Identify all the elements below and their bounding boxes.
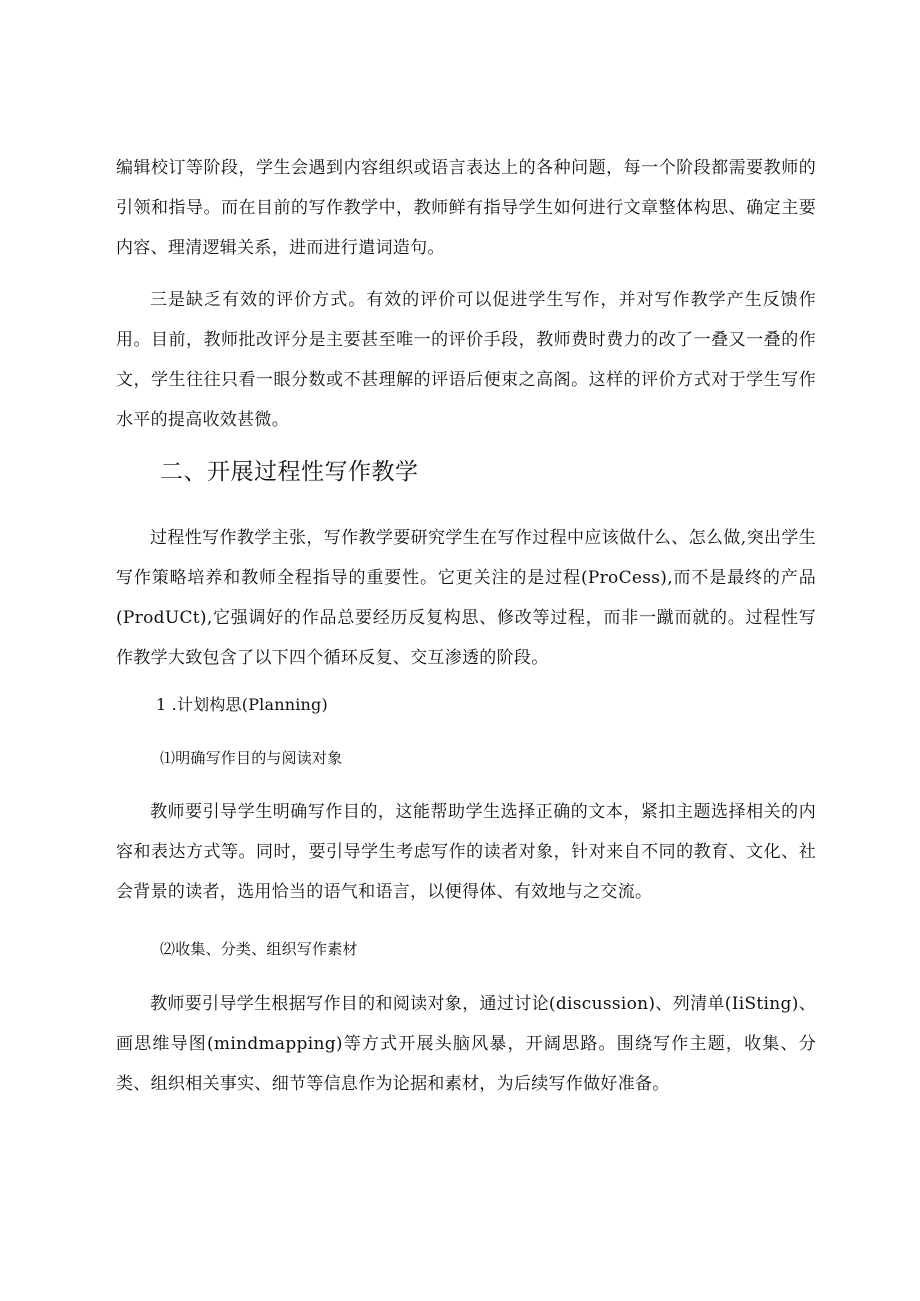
subheading-materials: ⑵收集、分类、组织写作素材 bbox=[160, 940, 358, 958]
subheading-purpose-audience: ⑴明确写作目的与阅读对象 bbox=[160, 749, 343, 767]
paragraph-editing-stage: 编辑校订等阶段，学生会遇到内容组织或语言表达上的各种问题，每一个阶段都需要教师的引领和指导。而在目前的写作教学中，教师鲜有指导学生如何进行文章整体构思、确定主要内容、理清逻辑关系，进而进行遣词造句。 bbox=[116, 158, 816, 258]
paragraph-process-writing: 过程性写作教学主张，写作教学要研究学生在写作过程中应该做什么、怎么做,突出学生写作策略培养和教师全程指导的重要性。它更关注的是过程(ProCess),而不是最终的产品(ProdUCt),它强调好的作品总要经历反复构思、修改等过程，而非一蹴而就的。过程性写作教学大致包含了以下四个循环反复、交互渗透的阶段。 bbox=[116, 528, 816, 668]
paragraph-purpose: 教师要引导学生明确写作目的，这能帮助学生选择正确的文本，紧扣主题选择相关的内容和表达方式等。同时，要引导学生考虑写作的读者对象，针对来自不同的教育、文化、社会背景的读者，选用恰当的语气和语言，以便得体、有效地与之交流。 bbox=[116, 802, 816, 902]
paragraph-materials: 教师要引导学生根据写作目的和阅读对象，通过讨论(discussion)、列清单(IiSting)、画思维导图(mindmapping)等方式开展头脑风暴，开阔思路。围绕写作主题，收集、分类、组织相关事实、细节等信息作为论据和素材，为后续写作做好准备。 bbox=[116, 994, 816, 1094]
paragraph-evaluation: 三是缺乏有效的评价方式。有效的评价可以促进学生写作，并对写作教学产生反馈作用。目前，教师批改评分是主要甚至唯一的评价手段，教师费时费力的改了一叠又一叠的作文，学生往往只看一眼分数或不甚理解的评语后便束之高阁。这样的评价方式对于学生写作水平的提高收效甚微。 bbox=[116, 290, 816, 430]
subheading-planning: 1 .计划构思(Planning) bbox=[156, 695, 328, 714]
section-heading-process-writing: 二、开展过程性写作教学 bbox=[160, 459, 419, 485]
